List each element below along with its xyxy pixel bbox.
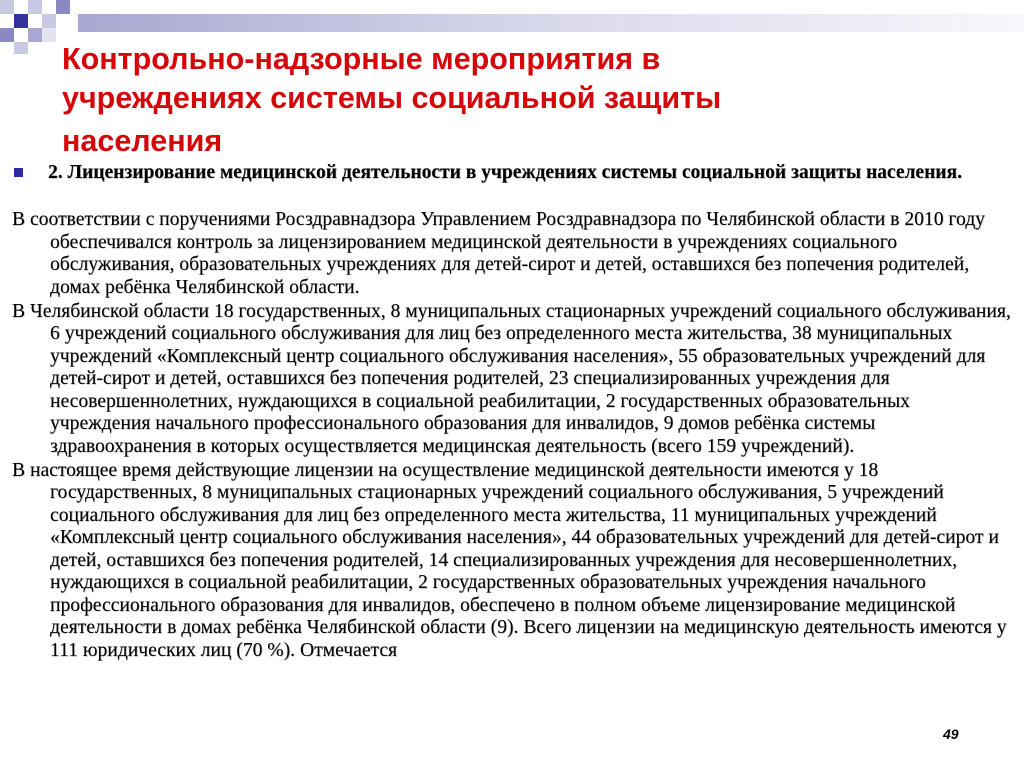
slide-title-line-3: населения bbox=[62, 124, 223, 158]
slide-title-line-1: Контрольно-надзорные мероприятия в bbox=[62, 42, 661, 76]
section-heading: 2. Лицензирование медицинской деятельности в учреждениях системы социальной защиты населения. bbox=[48, 162, 962, 183]
body-text bbox=[12, 209, 1012, 662]
paragraph-3: В настоящее время действующие лицензии на осуществление медицинской деятельности имеются у 18 государственных, 8 муниципальных стационарных учреждений социального обслуживания, 5 учреждений социального обслуживания для лиц без определенного места жительства, 11 муниципальных учреждений «Комплексный центр социального обслуживания населения», 44 образовательных учреждений для детей-сирот и детей, оставшихся без попечения родителей, 14 специализированных учреждения для несовершеннолетних, нуждающихся в социальной реабилитации, 2 государственных образовательных учреждения начального профессионального образования для инвалидов, обеспечено в полном объеме лицензирование медицинской деятельности в домах ребёнка Челябинской области (9). Всего лицензии на медицинскую деятельность имеются у 111 юридических лиц (70 %). Отмечается bbox=[12, 459, 1007, 661]
slide-title bbox=[62, 40, 962, 161]
slide-title-line-2: учреждениях системы социальной защиты bbox=[62, 81, 722, 115]
square-bullet-icon bbox=[14, 168, 23, 177]
page-number: 49 bbox=[943, 726, 959, 742]
paragraph-2: В Челябинской области 18 государственных, 8 муниципальных стационарных учреждений социального обслуживания, 6 учреждений социального обслуживания для лиц без определенного места жительства, 38 муниципальных учреждений «Комплексный центр социального обслуживания населения», 55 образовательных учреждений для детей-сирот и детей, оставшихся без попечения родителей, 23 специализированных учреждения для несовершеннолетних, нуждающихся в социальной реабилитации, 2 государственных образовательных учреждения начального профессионального образования для инвалидов, 9 домов ребёнка системы здравоохранения в которых осуществляется медицинская деятельность (всего 159 учреждений). bbox=[12, 300, 1011, 457]
paragraph-1: В соответствии с поручениями Росздравнадзора Управлением Росздравнадзора по Челябинской области в 2010 году обеспечивался контроль за лицензированием медицинской деятельности в учреждениях социального обслуживания, образовательных учреждениях для детей-сирот и детей, оставшихся без попечения родителей, домах ребёнка Челябинской области. bbox=[12, 209, 985, 298]
section-bullet bbox=[12, 162, 1012, 185]
